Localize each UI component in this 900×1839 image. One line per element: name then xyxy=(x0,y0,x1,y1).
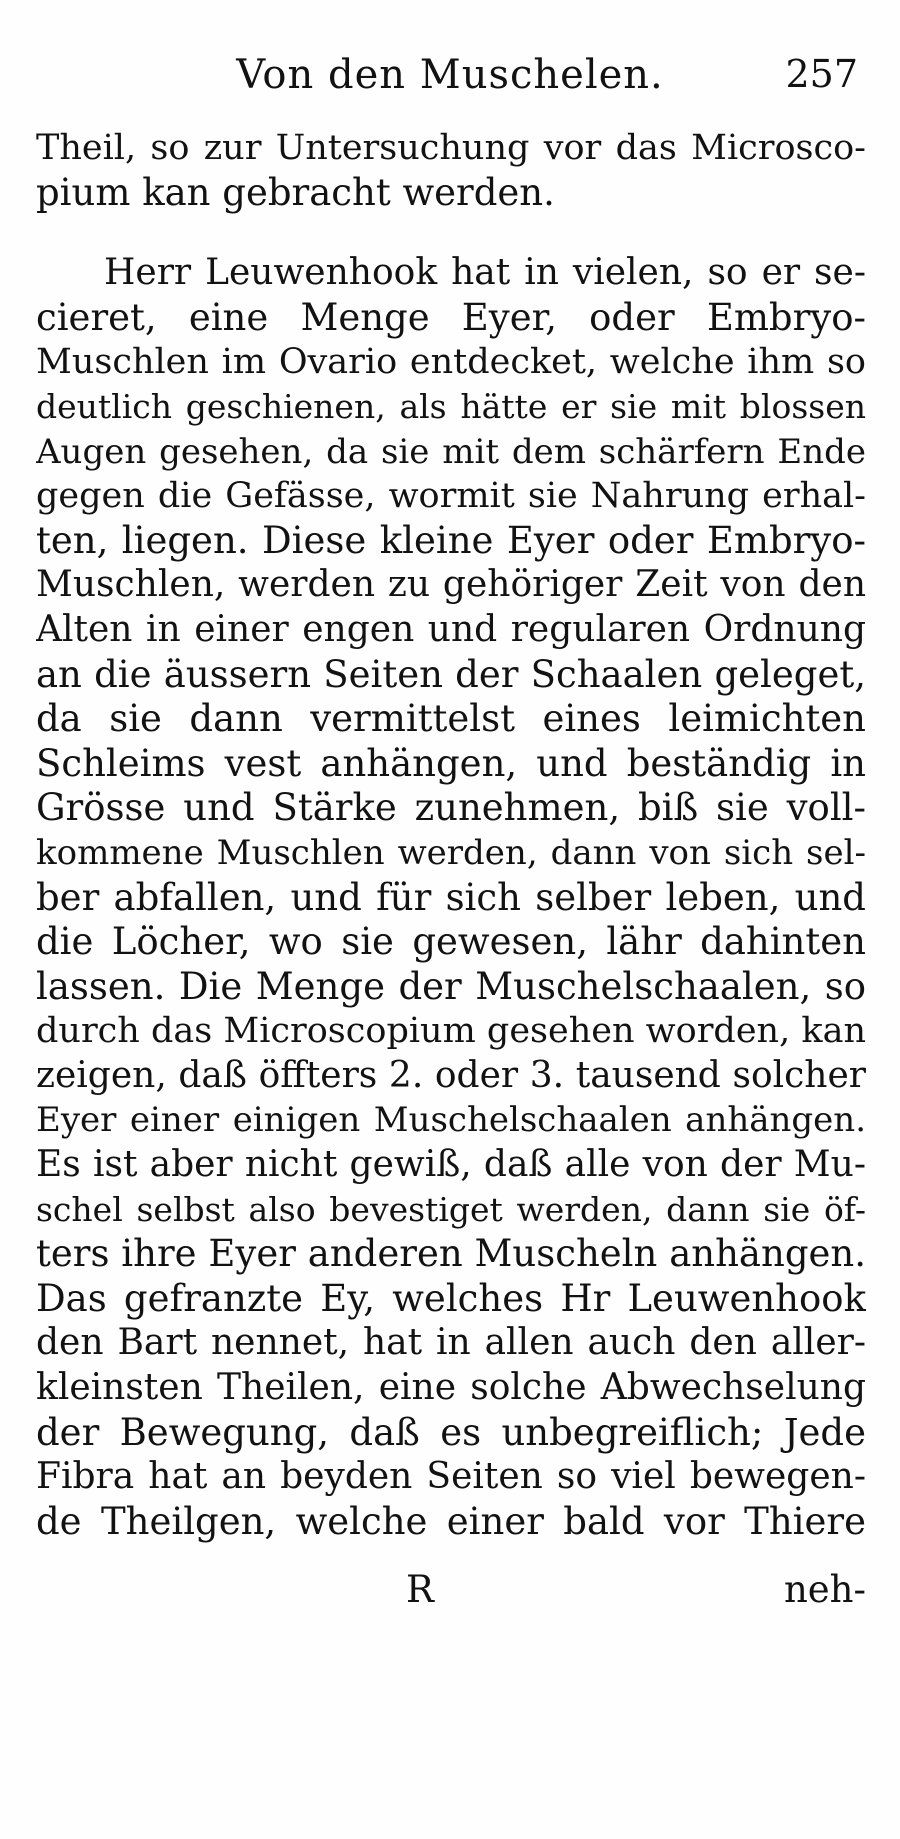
text-line: Alten in einer engen und regularen Ordnung xyxy=(36,608,866,650)
text-line: Eyer einer einigen Muschelschaalen anhängen. xyxy=(36,1100,866,1141)
text-line: ber abfallen, und für sich selber leben, und xyxy=(36,875,866,919)
text-line: pium kan gebracht werden. xyxy=(36,170,555,214)
text-line: deutlich geschienen, als hätte er sie mit blossen xyxy=(36,386,866,426)
text-line: Es ist aber nicht gewiß, daß alle von der Mu- xyxy=(36,1144,866,1186)
paragraph-2 xyxy=(36,251,866,1544)
text-line: Fibra hat an beyden Seiten so viel bewegen- xyxy=(36,1456,866,1498)
text-line: Schleims vest anhängen, und beständig in xyxy=(36,741,866,785)
text-line: Muschlen, werden zu gehöriger Zeit von den xyxy=(36,564,866,606)
text-line: Grösse und Stärke zunehmen, biß sie voll- xyxy=(36,786,866,830)
text-line: da sie dann vermittelst eines leimichten xyxy=(36,697,866,741)
text-line: lassen. Die Menge der Muschelschaalen, so xyxy=(36,964,866,1008)
page-footer xyxy=(36,1568,866,1618)
catchword: neh- xyxy=(783,1568,866,1611)
text-line: Muschlen im Ovario entdecket, welche ihm so xyxy=(36,342,866,383)
page-header xyxy=(30,52,870,112)
text-line: der Bewegung, daß es unbegreiflich; Jede xyxy=(36,1410,866,1454)
text-line: de Theilgen, welche einer bald vor Thiere xyxy=(36,1499,866,1543)
text-line: ters ihre Eyer anderen Muscheln anhängen. xyxy=(36,1232,866,1276)
text-line: durch das Microscopium gesehen worden, kan xyxy=(36,1011,866,1052)
text-line: Theil, so zur Untersuchung vor das Microsco- xyxy=(36,128,866,168)
text-line: Herr Leuwenhook hat in vielen, so er se- xyxy=(104,252,866,294)
text-line: Augen gesehen, da sie mit dem schärfern Ende xyxy=(36,431,866,472)
text-line: cieret, eine Menge Eyer, oder Embryo- xyxy=(36,295,866,339)
paragraph-1 xyxy=(36,126,866,215)
text-line: ten, liegen. Diese kleine Eyer oder Embryo- xyxy=(36,518,866,562)
text-line: gegen die Gefässe, wormit sie Nahrung erhal- xyxy=(36,476,866,517)
body-text xyxy=(36,126,866,1544)
text-line: kommene Muschlen werden, dann von sich sel- xyxy=(36,832,866,873)
text-line: kleinsten Theilen, eine solche Abwechselung xyxy=(36,1367,866,1409)
text-line: schel selbst also bevestiget werden, dann sie öf- xyxy=(36,1189,866,1229)
signature-mark: R xyxy=(406,1568,434,1611)
text-line: den Bart nennet, hat in allen auch den aller- xyxy=(36,1322,866,1364)
page-number: 257 xyxy=(785,52,858,96)
text-line: an die äussern Seiten der Schaalen geleget, xyxy=(36,652,866,696)
text-line: Das gefranzte Ey, welches Hr Leuwenhook xyxy=(36,1276,866,1320)
running-title: Von den Muschelen. xyxy=(236,52,664,98)
text-line: die Löcher, wo sie gewesen, lähr dahinten xyxy=(36,920,866,964)
text-line: zeigen, daß öffters 2. oder 3. tausend solcher xyxy=(36,1054,866,1096)
